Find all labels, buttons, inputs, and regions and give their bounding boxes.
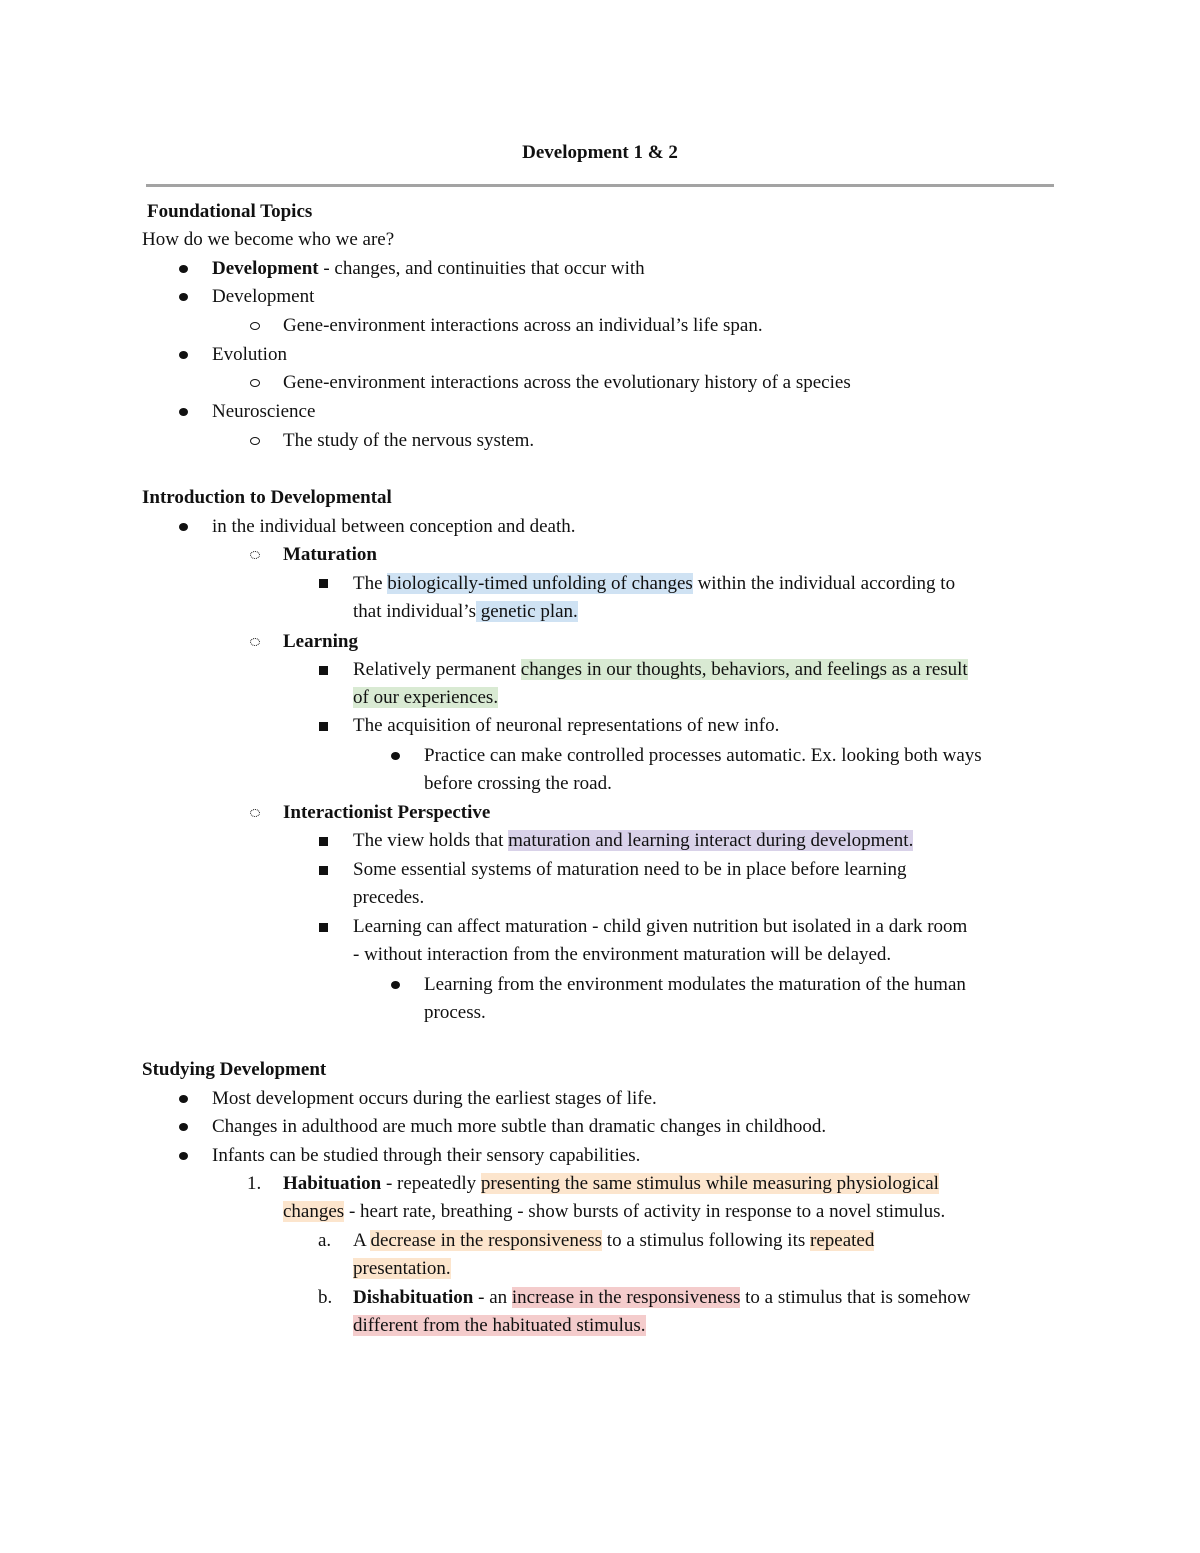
hollow-bullet-icon — [250, 379, 260, 387]
list-item: Dishabituation - an increase in the responsiveness to a stimulus that is somehow — [353, 1287, 971, 1308]
bullet-icon — [179, 1123, 188, 1131]
list-item: Some essential systems of maturation need to be in place before learning — [353, 859, 907, 880]
list-item-continuation: process. — [424, 1002, 486, 1023]
square-bullet-icon — [319, 579, 328, 588]
list-letter: a. — [318, 1230, 332, 1251]
dotted-bullet-icon — [250, 638, 260, 646]
list-item: Learning can affect maturation - child given nutrition but isolated in a dark room — [353, 916, 968, 937]
bullet-icon — [179, 265, 188, 273]
bullet-icon — [391, 752, 400, 760]
list-item: The study of the nervous system. — [283, 430, 535, 451]
list-item: A decrease in the responsiveness to a stimulus following its repeated — [353, 1230, 875, 1251]
list-item: Habituation - repeatedly presenting the same stimulus while measuring physiological — [283, 1173, 939, 1194]
subheading-learning: Learning — [283, 631, 358, 652]
square-bullet-icon — [319, 722, 328, 731]
section-heading-foundational: Foundational Topics — [147, 201, 313, 222]
list-item: Relatively permanent changes in our thoughts, behaviors, and feelings as a result — [353, 659, 968, 680]
square-bullet-icon — [319, 923, 328, 932]
bullet-icon — [179, 408, 188, 416]
list-item-continuation: of our experiences. — [353, 687, 499, 708]
list-number: 1. — [247, 1173, 262, 1194]
list-item: The view holds that maturation and learning interact during development. — [353, 830, 914, 851]
list-item: Changes in adulthood are much more subtle than dramatic changes in childhood. — [212, 1116, 827, 1137]
bullet-icon — [179, 351, 188, 359]
list-item: Development — [212, 286, 315, 307]
square-bullet-icon — [319, 666, 328, 675]
document-title: Development 1 & 2 — [522, 142, 678, 163]
list-item-continuation: different from the habituated stimulus. — [353, 1315, 646, 1336]
list-item-continuation: - without interaction from the environment maturation will be delayed. — [353, 944, 892, 965]
list-item: Gene-environment interactions across an individual’s life span. — [283, 315, 763, 336]
list-item: Most development occurs during the earliest stages of life. — [212, 1088, 657, 1109]
list-item: The biologically-timed unfolding of changes within the individual according to — [353, 573, 956, 594]
list-item: The acquisition of neuronal representations of new info. — [353, 715, 780, 736]
section-heading-studying: Studying Development — [142, 1059, 327, 1080]
list-item: in the individual between conception and death. — [212, 516, 576, 537]
section-heading-intro: Introduction to Developmental — [142, 487, 392, 508]
list-item-continuation: that individual’s genetic plan. — [353, 601, 578, 622]
bullet-icon — [391, 981, 400, 989]
hollow-bullet-icon — [250, 437, 260, 445]
bullet-icon — [179, 523, 188, 531]
list-item: Evolution — [212, 344, 287, 365]
list-letter: b. — [318, 1287, 333, 1308]
subheading-maturation: Maturation — [283, 544, 377, 565]
list-item: Neuroscience — [212, 401, 316, 422]
dotted-bullet-icon — [250, 551, 260, 559]
list-item: Gene-environment interactions across the evolutionary history of a species — [283, 372, 851, 393]
question-text: How do we become who we are? — [142, 229, 395, 250]
bullet-icon — [179, 293, 188, 301]
list-item: Practice can make controlled processes automatic. Ex. looking both ways — [424, 745, 982, 766]
square-bullet-icon — [319, 837, 328, 846]
list-item: Development - changes, and continuities that occur with — [212, 258, 645, 279]
hollow-bullet-icon — [250, 322, 260, 330]
list-item: Learning from the environment modulates the maturation of the human — [424, 974, 966, 995]
horizontal-rule — [146, 184, 1054, 187]
bullet-icon — [179, 1095, 188, 1103]
list-item: Infants can be studied through their sensory capabilities. — [212, 1145, 641, 1166]
list-item-continuation: before crossing the road. — [424, 773, 612, 794]
square-bullet-icon — [319, 866, 328, 875]
bullet-icon — [179, 1152, 188, 1160]
dotted-bullet-icon — [250, 809, 260, 817]
subheading-interactionist: Interactionist Perspective — [283, 802, 491, 823]
list-item-continuation: precedes. — [353, 887, 425, 908]
list-item-continuation: presentation. — [353, 1258, 451, 1279]
list-item-continuation: changes - heart rate, breathing - show bursts of activity in response to a novel stimulus. — [283, 1201, 946, 1222]
